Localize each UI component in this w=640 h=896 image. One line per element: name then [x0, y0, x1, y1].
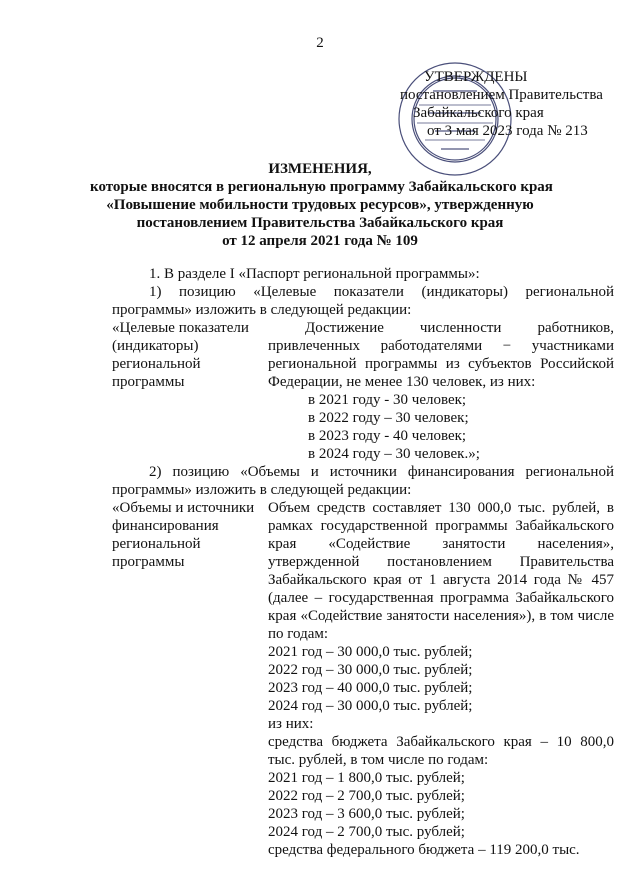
- approval-block: [400, 68, 630, 140]
- value-text: Объем средств составляет 130 000,0 тыс. рублей, в рамках государственной программы Забайкальского края «Содействие занятости населения», утвержденной постановлением Правительства Забайкальского края от 1 августа 2014 года № 457 (далее – государственная программа Забайкальского края «Содействие занятости населения»), в том числе по годам:: [268, 500, 614, 642]
- table-row: [112, 319, 614, 463]
- approval-line: постановлением Правительства: [400, 87, 603, 103]
- row-label: «Объемы и источники финансирования региональной программы: [112, 500, 255, 570]
- title-line: постановлением Правительства Забайкальского края: [136, 215, 504, 231]
- value-year: в 2022 году – 30 человек;: [308, 410, 469, 426]
- approval-line: УТВЕРЖДЕНЫ: [424, 69, 528, 85]
- paragraph: 2) позицию «Объемы и источники финансирования региональной программы» изложить в следующей редакции:: [112, 464, 614, 498]
- document-title: [90, 160, 553, 250]
- title-line: от 12 апреля 2021 года № 109: [222, 233, 418, 249]
- value-text: средства федерального бюджета – 119 200,0 тыс.: [268, 842, 580, 858]
- value-year: 2024 год – 2 700,0 тыс. рублей;: [268, 824, 465, 840]
- value-year: 2022 год – 2 700,0 тыс. рублей;: [268, 788, 465, 804]
- approval-line: Забайкальского края: [413, 105, 544, 121]
- value-year: в 2024 году – 30 человек.»;: [308, 446, 480, 462]
- title-line: «Повышение мобильности трудовых ресурсов», утвержденную: [106, 197, 534, 213]
- value-text: средства бюджета Забайкальского края – 10 800,0 тыс. рублей, в том числе по годам:: [268, 734, 614, 768]
- approval-line: от 3 мая 2023 года № 213: [427, 123, 588, 139]
- value-year: в 2021 году - 30 человек;: [308, 392, 467, 408]
- value-year: 2024 год – 30 000,0 тыс. рублей;: [268, 698, 473, 714]
- value-text: Достижение численности работников, привлеченных работодателями − участниками региональной программы из субъектов Российской Федерации, не менее 130 человек, из них:: [268, 320, 614, 390]
- value-year: 2021 год – 30 000,0 тыс. рублей;: [268, 644, 473, 660]
- paragraph: 1) позицию «Целевые показатели (индикаторы) региональной программы» изложить в следующей редакции:: [112, 284, 614, 318]
- value-year: 2023 год – 3 600,0 тыс. рублей;: [268, 806, 465, 822]
- value-year: 2022 год – 30 000,0 тыс. рублей;: [268, 662, 473, 678]
- paragraph: 1. В разделе I «Паспорт региональной программы»:: [149, 266, 480, 282]
- value-year: 2021 год – 1 800,0 тыс. рублей;: [268, 770, 465, 786]
- value-year: в 2023 году - 40 человек;: [308, 428, 467, 444]
- document-body: [112, 265, 614, 859]
- value-text: из них:: [268, 716, 314, 732]
- title-line: ИЗМЕНЕНИЯ,: [268, 161, 372, 177]
- row-value: [268, 319, 614, 463]
- row-value: [268, 499, 614, 859]
- value-year: 2023 год – 40 000,0 тыс. рублей;: [268, 680, 473, 696]
- page-number: 2: [316, 35, 324, 51]
- row-label: «Целевые показатели (индикаторы) региональной программы: [112, 320, 249, 390]
- table-row: [112, 499, 614, 859]
- title-line: которые вносятся в региональную программу Забайкальского края: [90, 179, 553, 195]
